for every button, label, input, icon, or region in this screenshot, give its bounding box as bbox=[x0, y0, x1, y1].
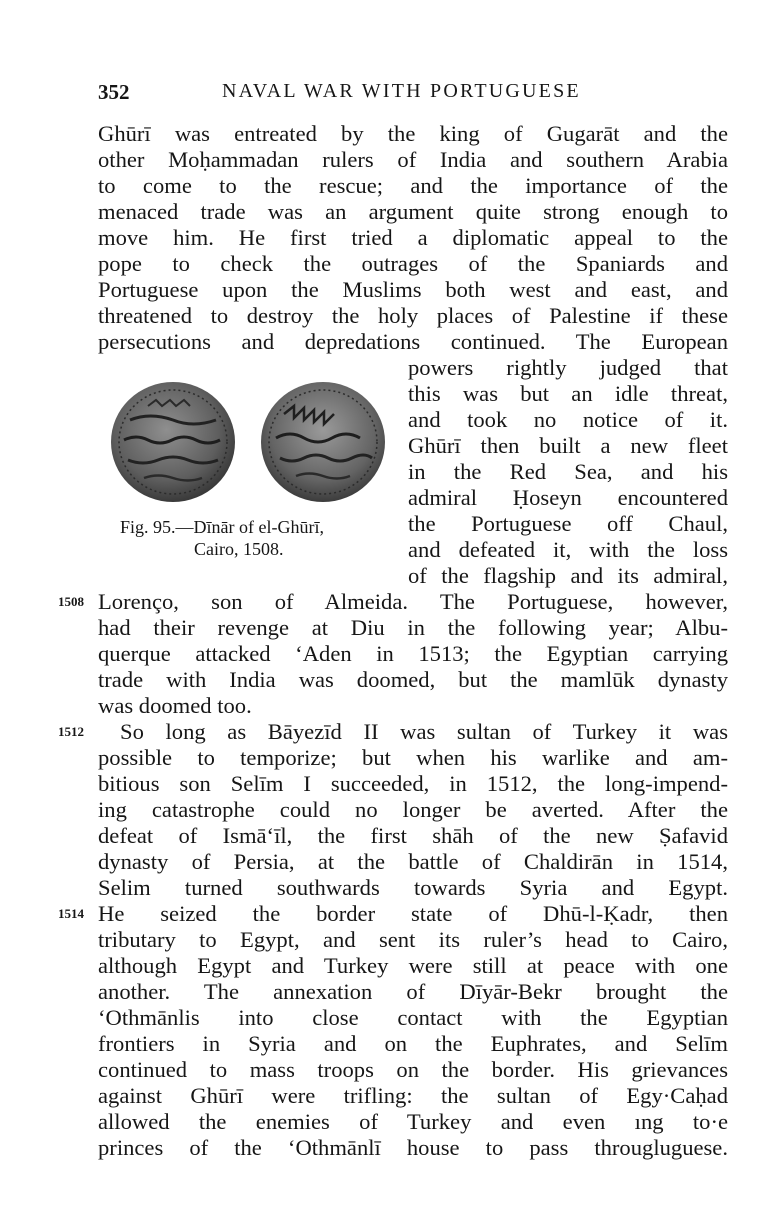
text-line: threatened to destroy the holy places of Palestine if these bbox=[98, 303, 728, 328]
text-line: and took no notice of it. bbox=[408, 407, 728, 432]
text-line: defeat of Ismā‘īl, the first shāh of the new Ṣafavid bbox=[98, 823, 728, 848]
text-line: against Ghūrī were trifling: the sultan of Egy·Caḥad bbox=[98, 1083, 728, 1108]
text-line: dynasty of Persia, at the battle of Chaldirān in 1514, bbox=[98, 849, 728, 874]
text-line: querque attacked ‘Aden in 1513; the Egyptian carrying bbox=[98, 641, 728, 666]
text-line: pope to check the outrages of the Spaniards and bbox=[98, 251, 728, 276]
text-line: another. The annexation of Dīyār-Bekr brought the bbox=[98, 979, 728, 1004]
text-line: Ghūrī then built a new fleet bbox=[408, 433, 728, 458]
text-line: powers rightly judged that bbox=[408, 355, 728, 380]
text-line: in the Red Sea, and his bbox=[408, 459, 728, 484]
text-line: Lorenço, son of Almeida. The Portuguese, however, bbox=[98, 589, 728, 614]
text-line: had their revenge at Diu in the following year; Albu- bbox=[98, 615, 728, 640]
text-line: was doomed too. bbox=[98, 693, 252, 718]
text-line: Selim turned southwards towards Syria and Egypt. bbox=[98, 875, 728, 900]
text-line: Portuguese upon the Muslims both west and east, and bbox=[98, 277, 728, 302]
text-line: to come to the rescue; and the importance of the bbox=[98, 173, 728, 198]
coin-obverse-image bbox=[108, 378, 238, 506]
text-line: allowed the enemies of Turkey and even ıng to·e bbox=[98, 1109, 728, 1134]
figure-caption-line2: Cairo, 1508. bbox=[194, 539, 284, 559]
margin-date: 1508 bbox=[58, 594, 84, 609]
page-header bbox=[98, 80, 718, 110]
coin-reverse-image bbox=[258, 378, 388, 506]
text-line: tributary to Egypt, and sent its ruler’s head to Cairo, bbox=[98, 927, 728, 952]
text-line: trade with India was doomed, but the mamlūk dynasty bbox=[98, 667, 728, 692]
text-line: continued to mass troops on the border. His grievances bbox=[98, 1057, 728, 1082]
text-line: persecutions and depredations continued. The European bbox=[98, 329, 728, 354]
text-line: other Moḥammadan rulers of India and southern Arabia bbox=[98, 147, 728, 172]
text-line: although Egypt and Turkey were still at peace with one bbox=[98, 953, 728, 978]
text-line: and defeated it, with the loss bbox=[408, 537, 728, 562]
text-line: move him. He first tried a diplomatic appeal to the bbox=[98, 225, 728, 250]
text-line: admiral Ḥoseyn encountered bbox=[408, 485, 728, 510]
text-line: He seized the border state of Dhū-l-Ḳadr, then bbox=[98, 901, 728, 926]
margin-date: 1514 bbox=[58, 906, 84, 921]
margin-date: 1512 bbox=[58, 724, 84, 739]
text-line: bitious son Selīm I succeeded, in 1512, the long-impend- bbox=[98, 771, 728, 796]
text-line: So long as Bāyezīd II was sultan of Turkey it was bbox=[120, 719, 728, 744]
running-head: NAVAL WAR WITH PORTUGUESE bbox=[222, 80, 581, 102]
figure-caption-line1: Fig. 95.—Dīnār of el-Ghūrī, bbox=[120, 517, 324, 537]
coin-figure bbox=[108, 378, 388, 559]
page-number: 352 bbox=[98, 80, 130, 104]
text-line: possible to temporize; but when his warlike and am- bbox=[98, 745, 728, 770]
text-line: the Portuguese off Chaul, bbox=[408, 511, 728, 536]
text-line: princes of the ‘Othmānlī house to pass througluguese. bbox=[98, 1135, 728, 1160]
text-line: ‘Othmānlis into close contact with the Egyptian bbox=[98, 1005, 728, 1030]
text-line: Ghūrī was entreated by the king of Gugarāt and the bbox=[98, 121, 728, 146]
text-line: menaced trade was an argument quite strong enough to bbox=[98, 199, 728, 224]
text-line: ing catastrophe could no longer be averted. After the bbox=[98, 797, 728, 822]
text-line: this was but an idle threat, bbox=[408, 381, 728, 406]
text-line: of the flagship and its admiral, bbox=[408, 563, 728, 588]
text-line: frontiers in Syria and on the Euphrates, and Selīm bbox=[98, 1031, 728, 1056]
